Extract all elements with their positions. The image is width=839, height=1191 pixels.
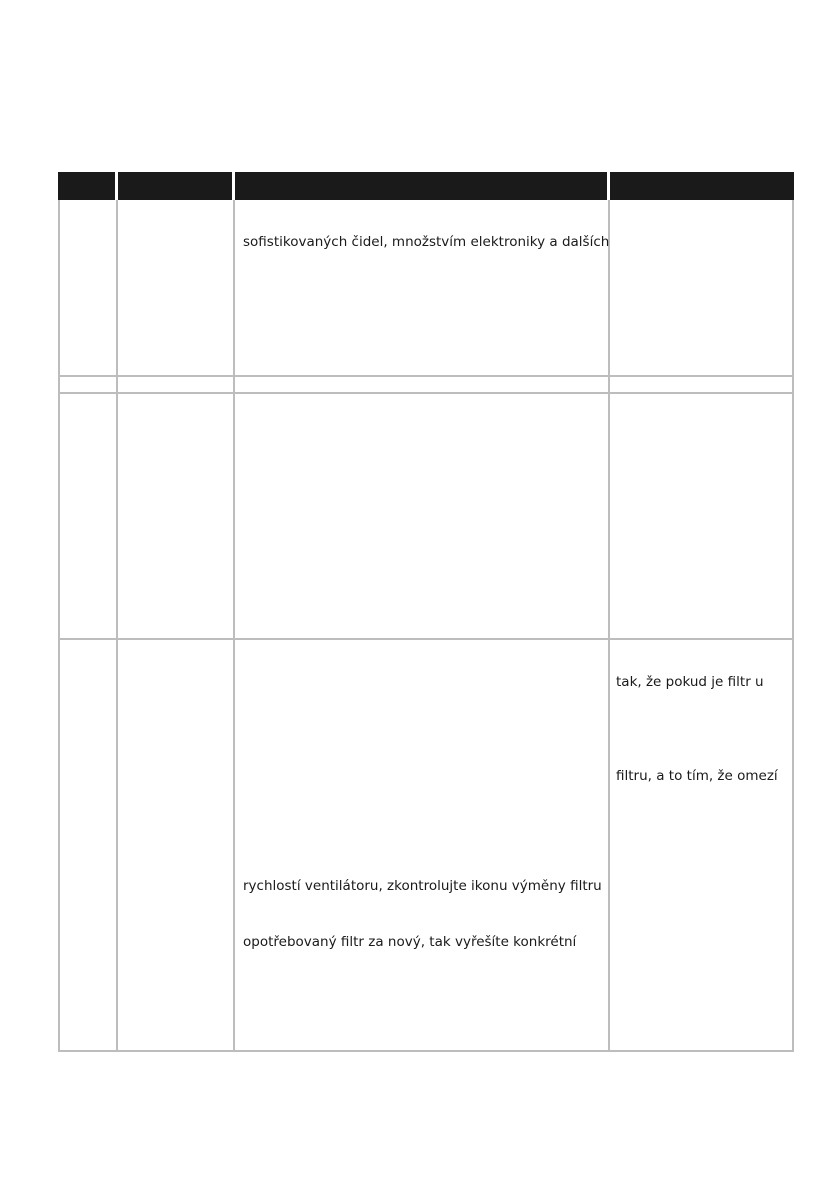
row4-description-line-1: rychlostí ventilátoru, zkontrolujte ikonu výměny filtru [243, 878, 602, 894]
header-cell-2 [118, 172, 232, 200]
row-separator-1 [58, 375, 794, 377]
grid-line-col1 [116, 200, 118, 1052]
table-bottom-border [58, 1050, 794, 1052]
grid-line-left [58, 200, 60, 1052]
grid-line-col3 [608, 200, 610, 1052]
row-separator-3 [58, 638, 794, 640]
row-separator-2 [58, 392, 794, 394]
grid-line-right [792, 200, 794, 1052]
row4-note-line-2: filtru, a to tím, že omezí [616, 768, 778, 784]
header-cell-4 [610, 172, 794, 200]
header-cell-3 [235, 172, 607, 200]
row4-description-line-2: opotřebovaný filtr za nový, tak vyřešíte konkrétní [243, 934, 577, 950]
row4-note-line-1: tak, že pokud je filtr u [616, 674, 764, 690]
troubleshooting-table [58, 172, 794, 1052]
header-cell-1 [58, 172, 115, 200]
row1-description-text: sofistikovaných čidel, množstvím elektroniky a dalších [243, 234, 610, 250]
grid-line-col2 [233, 200, 235, 1052]
